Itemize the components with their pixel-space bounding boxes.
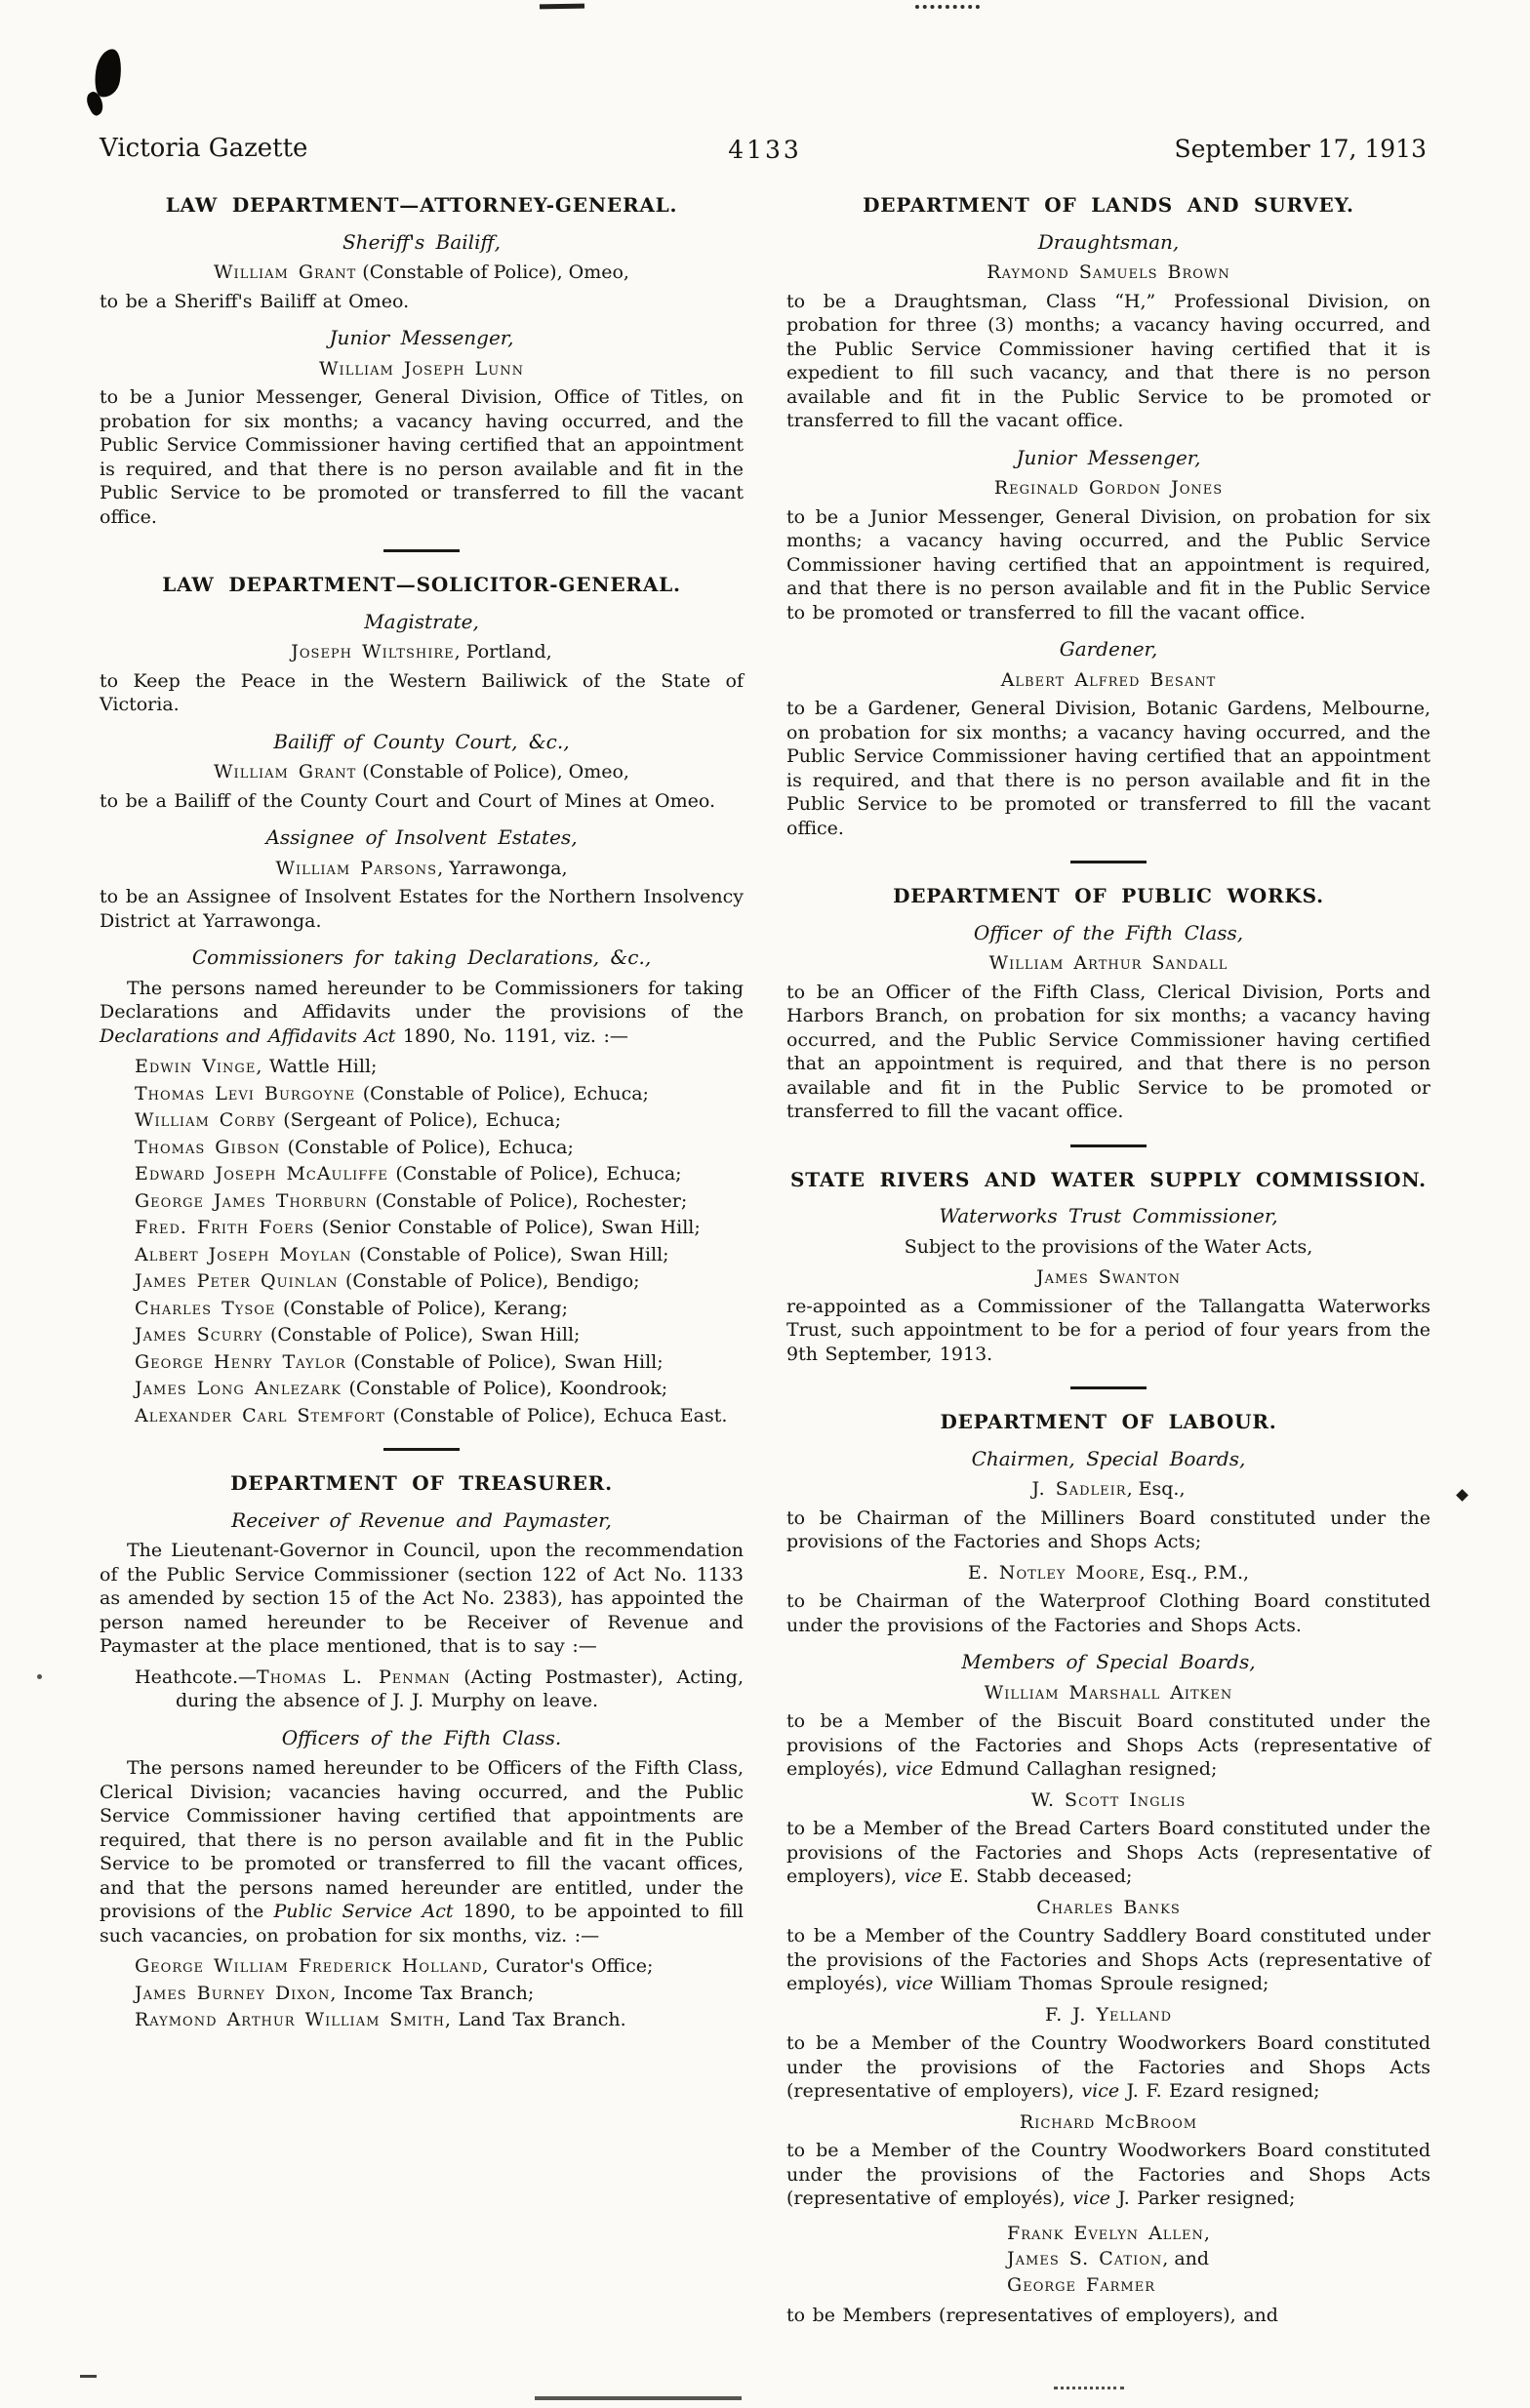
commissioner-name: George James Thorburn — [135, 1189, 368, 1212]
commissioner-entry — [135, 1162, 744, 1186]
member-text: J. Parker resigned; — [1110, 2187, 1296, 2209]
commissioner-detail: (Sergeant of Police), Echuca; — [275, 1109, 561, 1131]
right-column — [786, 193, 1430, 2335]
scan-artifact — [915, 5, 980, 9]
commissioner-name: James Scurry — [135, 1324, 263, 1345]
appointee-name: J. Sadleir — [1031, 1478, 1127, 1500]
commissioner-entry — [135, 1404, 744, 1428]
commissioner-detail: (Constable of Police), Echuca; — [355, 1082, 649, 1104]
section-heading: DEPARTMENT OF TREASURER. — [230, 1471, 613, 1495]
member-text: E. Stabb deceased; — [942, 1866, 1133, 1887]
page-header — [100, 134, 1430, 178]
member-name: James S. Cation — [1007, 2248, 1163, 2269]
officer-name: Raymond Arthur William Smith — [135, 2009, 445, 2030]
office-subheading: Gardener, — [1059, 637, 1158, 661]
office-subheading: Waterworks Trust Commissioner, — [939, 1204, 1278, 1227]
member-name: William Marshall Aitken — [984, 1681, 1233, 1704]
member-name: W. Scott Inglis — [1030, 1788, 1187, 1811]
commissioner-detail: (Constable of Police), Kerang; — [275, 1297, 568, 1319]
commissioner-name: James Long Anlezark — [135, 1378, 342, 1399]
section-public-works — [786, 884, 1430, 1124]
office-subheading: Commissioners for taking Declarations, &c., — [191, 945, 652, 969]
member-detail: , and — [1162, 2248, 1210, 2269]
section-divider — [1070, 1144, 1147, 1147]
member-names-group — [786, 2221, 1430, 2299]
scan-artifact — [535, 2396, 742, 2400]
appointee-detail: , Esq., P.M., — [1139, 1561, 1250, 1584]
commissioner-entry — [135, 1377, 744, 1401]
section-lands-survey — [786, 193, 1430, 840]
appointee-name: William Arthur Sandall — [988, 952, 1228, 974]
member-text: to be a Member of the Biscuit Board constituted under the provisions of the Factories and Shops Acts (representative of employés), — [786, 1710, 1430, 1780]
commissioner-name: Thomas Gibson — [135, 1136, 281, 1158]
commissioner-detail: (Constable of Police), Rochester; — [367, 1189, 688, 1212]
commissioner-detail: (Constable of Police), Echuca East. — [384, 1404, 728, 1426]
section-heading: LAW DEPARTMENT—SOLICITOR-GENERAL. — [162, 573, 681, 596]
member-nameline — [1007, 2221, 1210, 2247]
appointee-name: William Joseph Lunn — [319, 357, 524, 380]
appointment-paragraph: to be a Junior Messenger, General Division, on probation for six months; a vacancy having occurred, and the Public Service Commissioner having certified that an appointment is required, and that there is no person available and fit in the Public Service to be promoted or transferred to fill the vacant office. — [786, 505, 1430, 623]
scan-artifact — [540, 4, 584, 10]
intro-text: The persons named hereunder to be Officers of the Fifth Class, Clerical Division; vacancies having occurred, and the Public Service Commissioner having certified that appointments are required, that there is no person available and fit in the Public Service to be promoted or transferred to fill the vacant offices, and that the persons named hereunder are entitled, under the provisions of the — [100, 1757, 744, 1922]
section-divider — [1070, 861, 1147, 863]
appointee-detail: , Portland, — [454, 641, 552, 662]
section-heading: STATE RIVERS AND WATER SUPPLY COMMISSION. — [790, 1167, 1427, 1191]
member-text: to be a Member of the Country Woodworkers Board constituted under the provisions of the Factories and Shops Acts (representative of employers), — [786, 2032, 1430, 2102]
office-subheading: Officers of the Fifth Class. — [281, 1725, 562, 1749]
member-nameline — [1007, 2272, 1210, 2299]
member-nameline — [786, 2110, 1430, 2135]
appointee-name: William Parsons — [275, 857, 438, 879]
commissioner-name: Alexander Carl Stemfort — [135, 1404, 385, 1426]
member-paragraph — [786, 1709, 1430, 1782]
member-paragraph — [786, 2139, 1430, 2211]
act-title: Public Service Act — [273, 1901, 454, 1922]
appointment-paragraph: to be an Officer of the Fifth Class, Clerical Division, Ports and Harbors Branch, on probation for six months; a vacancy having occurred, and the Public Service Commissioner having certified that an appointment is required, and that there is no person available and fit in the Public Service to be promoted or transferred to fill the vacant office. — [786, 981, 1430, 1122]
appointee-detail: , Esq., — [1126, 1478, 1186, 1500]
section-state-rivers — [786, 1168, 1430, 1367]
office-subheading: Junior Messenger, — [329, 326, 514, 349]
appointment-paragraph: to be a Sheriff's Bailiff at Omeo. — [100, 290, 410, 312]
gazette-title: Victoria Gazette — [100, 134, 308, 163]
section-treasurer — [100, 1471, 744, 2032]
commissioner-entry — [135, 1269, 744, 1294]
appointee-name: Joseph Wiltshire — [291, 641, 455, 662]
appointment-paragraph: to Keep the Peace in the Western Bailiwick of the State of Victoria. — [100, 669, 744, 715]
member-text: Edmund Callaghan resigned; — [933, 1758, 1218, 1780]
officer-entry — [135, 1982, 744, 2006]
officers-list — [100, 1954, 744, 2032]
office-subheading: Junior Messenger, — [1016, 445, 1201, 469]
appointee-nameline — [100, 760, 744, 784]
commissioner-entry — [135, 1323, 744, 1347]
commissioner-name: Edward Joseph McAuliffe — [135, 1163, 388, 1184]
appointee-name: Thomas L. Penman — [257, 1666, 451, 1688]
commissioner-entry — [135, 1082, 744, 1106]
officers-intro — [100, 1756, 744, 1947]
member-name: Frank Evelyn Allen — [1007, 2222, 1204, 2244]
issue-date: September 17, 1913 — [1174, 135, 1427, 163]
appointee-nameline — [786, 261, 1430, 285]
commissioner-entry — [135, 1243, 744, 1267]
receiver-entry — [135, 1666, 744, 1713]
section-divider — [383, 1448, 460, 1451]
section-law-attorney-general — [100, 193, 744, 529]
commissioner-entry — [135, 1350, 744, 1375]
place-name: Heathcote.— — [135, 1666, 258, 1688]
appointee-name: Albert Alfred Besant — [1000, 668, 1217, 691]
appointment-paragraph: to be Chairman of the Waterproof Clothing Board constituted under the provisions of the Factories and Shops Acts. — [786, 1590, 1430, 1636]
member-nameline — [786, 1896, 1430, 1920]
member-text: to be a Member of the Bread Carters Board constituted under the provisions of the Factories and Shops Acts (representative of employers), — [786, 1818, 1430, 1887]
scan-artifact — [37, 1674, 42, 1679]
commissioner-detail: (Constable of Police), Bendigo; — [338, 1270, 640, 1292]
vice-word: vice — [904, 1866, 943, 1887]
appointee-name: William Grant — [214, 261, 357, 283]
member-name: George Farmer — [1007, 2273, 1156, 2296]
officer-name: George William Frederick Holland — [135, 1955, 483, 1977]
appointee-nameline — [786, 1477, 1430, 1502]
vice-word: vice — [895, 1973, 934, 1994]
officer-detail: , Income Tax Branch; — [330, 1982, 535, 2004]
commissioner-entry — [135, 1216, 744, 1240]
vice-word: vice — [1072, 2187, 1111, 2209]
scan-artifact — [1054, 2387, 1124, 2389]
member-detail: , — [1203, 2222, 1210, 2244]
appointment-paragraph: to be a Bailiff of the County Court and Court of Mines at Omeo. — [100, 789, 716, 812]
office-subheading: Sheriff's Bailiff, — [342, 229, 501, 254]
appointee-detail: (Constable of Police), Omeo, — [356, 261, 629, 283]
section-heading: DEPARTMENT OF LANDS AND SURVEY. — [863, 193, 1354, 217]
commissioner-name: George Henry Taylor — [135, 1350, 346, 1373]
commissioner-entry — [135, 1189, 744, 1214]
member-nameline — [786, 1681, 1430, 1706]
office-subheading: Bailiff of County Court, &c., — [273, 729, 570, 753]
appointee-name: William Grant — [214, 761, 357, 783]
appointee-name: Reginald Gordon Jones — [993, 477, 1224, 499]
commissioner-name: Albert Joseph Moylan — [135, 1243, 352, 1265]
appointee-nameline — [786, 1265, 1430, 1290]
member-name: F. J. Yelland — [1044, 2003, 1172, 2026]
appointee-nameline — [100, 857, 744, 881]
appointment-paragraph: re-appointed as a Commissioner of the Tallangatta Waterworks Trust, such appointment to be for a period of four years from the 9th September, 1913. — [786, 1295, 1430, 1365]
member-nameline — [786, 1788, 1430, 1813]
commissioner-name: Thomas Levi Burgoyne — [135, 1082, 356, 1104]
office-subheading: Assignee of Insolvent Estates, — [265, 825, 578, 849]
member-nameline — [786, 2003, 1430, 2027]
receiver-intro: The Lieutenant-Governor in Council, upon the recommendation of the Public Service Commissioner (section 122 of Act No. 1133 as amended by section 15 of the Act No. 2383), has appointed the person named hereunder to be Receiver of Revenue and Paymaster at the place mentioned, that is to say :— — [100, 1540, 744, 1657]
subject-line: Subject to the provisions of the Water Acts, — [904, 1235, 1313, 1258]
section-law-solicitor-general — [100, 573, 744, 1427]
commissioners-intro — [100, 977, 744, 1049]
commissioner-entry — [135, 1136, 744, 1160]
officer-name: James Burney Dixon — [135, 1982, 331, 2004]
appointee-nameline — [786, 1561, 1430, 1585]
ink-blot — [92, 49, 125, 111]
commissioner-detail: , Wattle Hill; — [256, 1056, 378, 1077]
appointee-nameline — [786, 951, 1430, 976]
scan-artifact — [80, 2375, 97, 2378]
member-names-block — [1007, 2221, 1210, 2299]
scan-artifact — [1456, 1489, 1469, 1502]
office-subheading: Draughtsman, — [1037, 229, 1180, 254]
commissioner-detail: (Constable of Police), Swan Hill; — [345, 1350, 664, 1373]
appointee-nameline — [100, 640, 744, 664]
appointee-detail: (Constable of Police), Omeo, — [356, 761, 629, 783]
left-column — [100, 193, 744, 2035]
appointee-nameline — [786, 476, 1430, 501]
member-name: Charles Banks — [1036, 1896, 1181, 1918]
member-text: to be a Member of the Country Saddlery Board constituted under the provisions of the Factories and Shops Acts (representative of employés), — [786, 1925, 1430, 1994]
commissioner-name: Fred. Frith Foers — [135, 1217, 315, 1238]
officer-detail: , Curator's Office; — [482, 1955, 654, 1977]
office-subheading: Receiver of Revenue and Paymaster, — [231, 1507, 612, 1532]
commissioner-name: William Corby — [135, 1109, 276, 1131]
appointment-paragraph: to be a Gardener, General Division, Botanic Gardens, Melbourne, on probation for six months; a vacancy having occurred, and the Public Service Commissioner having certified that an appointment is required, and that there is no person available and fit in the Public Service to be promoted or transferred to fill the vacant office. — [786, 698, 1430, 839]
commissioner-name: Edwin Vinge — [135, 1056, 257, 1077]
member-paragraph — [786, 1924, 1430, 1996]
appointee-detail: (Acting Postmaster), Acting, during the absence of J. J. Murphy on leave. — [176, 1666, 744, 1711]
commissioner-entry — [135, 1055, 744, 1079]
section-heading: DEPARTMENT OF LABOUR. — [940, 1410, 1277, 1433]
intro-text: The persons named hereunder to be Commissioners for taking Declarations and Affidavits under the provisions of the — [100, 977, 744, 1023]
member-name: Richard McBroom — [1019, 2110, 1198, 2133]
section-heading: LAW DEPARTMENT—ATTORNEY-GENERAL. — [165, 193, 678, 217]
section-heading: DEPARTMENT OF PUBLIC WORKS. — [893, 884, 1324, 907]
officer-detail: , Land Tax Branch. — [444, 2009, 626, 2030]
vice-word: vice — [1081, 2080, 1120, 2102]
member-text: J. F. Ezard resigned; — [1119, 2080, 1320, 2102]
office-subheading: Chairmen, Special Boards, — [971, 1446, 1246, 1470]
commissioners-list — [100, 1055, 744, 1427]
commissioner-entry — [135, 1108, 744, 1133]
officer-entry — [135, 2008, 744, 2032]
commissioner-entry — [135, 1297, 744, 1321]
member-paragraph: to be Members (representatives of employers), and — [786, 2305, 1278, 2326]
act-title: Declarations and Affidavits Act — [100, 1024, 396, 1047]
page-number: 4133 — [728, 136, 802, 164]
appointment-paragraph: to be a Junior Messenger, General Division, Office of Titles, on probation for six months; a vacancy having occurred, and the Public Service Commissioner having certified that an appointment is required, and that there is no person available and fit in the Public Service to be promoted or transferred to fill the vacant office. — [100, 386, 744, 528]
appointee-nameline — [100, 261, 744, 285]
commissioner-name: James Peter Quinlan — [135, 1270, 339, 1292]
commissioner-detail: (Constable of Police), Swan Hill; — [351, 1243, 669, 1265]
commissioner-name: Charles Tysoe — [135, 1297, 276, 1319]
commissioner-detail: (Constable of Police), Swan Hill; — [262, 1324, 581, 1345]
office-subheading: Magistrate, — [364, 609, 479, 633]
commissioner-detail: (Constable of Police), Echuca; — [387, 1163, 682, 1184]
appointment-paragraph: to be a Draughtsman, Class “H,” Professional Division, on probation for three (3) months; a vacancy having occurred, and the Public Service Commissioner having certified that it is expedient to fill such vacancy, and that there is no person available and fit in the Public Service to be promoted or transferred to fill the vacant office. — [786, 290, 1430, 431]
intro-text: 1890, to be appointed to fill such vacancies, on probation for six months, viz. :— — [100, 1901, 744, 1946]
commissioner-detail: (Senior Constable of Police), Swan Hill; — [314, 1217, 701, 1238]
appointment-paragraph: to be Chairman of the Milliners Board constituted under the provisions of the Factories and Shops Acts; — [786, 1506, 1430, 1552]
appointee-name: James Swanton — [1036, 1266, 1181, 1288]
commissioner-detail: (Constable of Police), Echuca; — [280, 1136, 574, 1158]
commissioner-detail: (Constable of Police), Koondrook; — [341, 1378, 668, 1399]
office-subheading: Officer of the Fifth Class, — [973, 920, 1244, 944]
appointee-nameline — [100, 357, 744, 381]
appointee-detail: , Yarrawonga, — [437, 857, 568, 879]
member-nameline — [1007, 2246, 1210, 2272]
appointment-paragraph: to be an Assignee of Insolvent Estates for the Northern Insolvency District at Yarrawonga. — [100, 886, 744, 932]
section-labour — [786, 1410, 1430, 2328]
member-paragraph — [786, 2031, 1430, 2104]
member-text: William Thomas Sproule resigned; — [933, 1973, 1269, 1994]
office-subheading: Members of Special Boards, — [961, 1650, 1256, 1673]
intro-text: 1890, No. 1191, viz. :— — [395, 1024, 628, 1047]
vice-word: vice — [895, 1758, 934, 1780]
member-paragraph — [786, 1817, 1430, 1889]
appointee-name: Raymond Samuels Brown — [986, 261, 1230, 283]
section-divider — [383, 549, 460, 552]
appointee-nameline — [786, 668, 1430, 693]
appointee-name: E. Notley Moore — [967, 1561, 1140, 1584]
member-text: to be a Member of the Country Woodworkers Board constituted under the provisions of the Factories and Shops Acts (representative of employés), — [786, 2140, 1430, 2209]
officer-entry — [135, 1954, 744, 1979]
section-divider — [1070, 1386, 1147, 1389]
